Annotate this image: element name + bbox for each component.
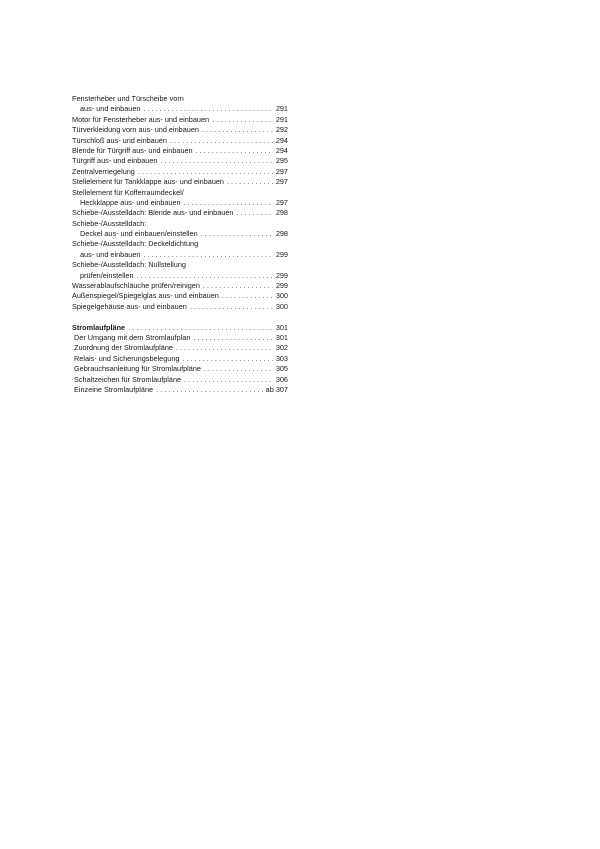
toc-entry-page: 292 <box>275 125 288 135</box>
toc-entry-page: 295 <box>275 156 288 166</box>
toc-entry-text: Heckklappe aus- und einbauen <box>80 197 181 207</box>
dot-leader <box>157 156 272 166</box>
dot-leader <box>179 354 272 364</box>
dot-leader <box>134 271 273 281</box>
toc-entry-text: Der Umgang mit dem Stromlaufplan <box>74 332 191 342</box>
dot-leader <box>140 104 272 114</box>
toc-entry-text: Relais- und Sicherungsbelegung <box>74 353 180 363</box>
toc-entry-page: 298 <box>275 229 288 239</box>
toc-section-body <box>72 94 288 312</box>
toc-entry[interactable] <box>72 146 288 156</box>
dot-leader <box>181 375 273 385</box>
toc-entry-text: Schiebe-/Ausstelldach: Blende aus- und einbauen <box>72 208 234 218</box>
toc-entry[interactable] <box>72 136 288 146</box>
toc-entry-text: Schaltzeichen für Stromlaufpläne <box>74 374 182 384</box>
toc-entry[interactable] <box>72 260 288 270</box>
toc-entry[interactable] <box>72 177 288 187</box>
toc-entry-page: 303 <box>275 353 288 363</box>
toc-entry-text: Zentralverriegelung <box>72 166 135 176</box>
toc-entry-text: Wasserablaufschläuche prüfen/reinigen <box>72 281 200 291</box>
dot-leader <box>198 229 273 239</box>
toc-entry[interactable] <box>74 333 288 343</box>
toc-entry-text: Schiebe-/Ausstelldach: Deckeldichtung <box>72 239 199 249</box>
table-of-contents <box>72 94 288 395</box>
dot-leader <box>173 343 273 353</box>
toc-entry[interactable] <box>74 375 288 385</box>
toc-entry[interactable] <box>72 281 288 291</box>
toc-section-stromlaufplaene <box>72 323 288 396</box>
toc-entry-text: aus- und einbauen <box>80 104 141 114</box>
toc-entry-text: Türgriff aus- und einbauen <box>72 156 158 166</box>
dot-leader <box>140 250 272 260</box>
toc-subentries <box>72 333 288 395</box>
toc-entry[interactable] <box>72 94 288 104</box>
toc-entry-text: Deckel aus- und einbauen/einstellen <box>80 229 198 239</box>
toc-entry[interactable] <box>72 271 288 281</box>
toc-entry-page: 291 <box>275 114 288 124</box>
toc-entry-page: 297 <box>275 197 288 207</box>
toc-entry-page: 297 <box>275 166 288 176</box>
toc-entry-page: 298 <box>275 208 288 218</box>
toc-entry-text: Fensterheber und Türscheibe vorn <box>72 94 184 103</box>
dot-leader <box>190 333 272 343</box>
dot-leader <box>125 323 273 333</box>
toc-entry-page: 301 <box>275 332 288 342</box>
toc-entry[interactable] <box>74 343 288 353</box>
toc-entry-text: Außenspiegel/Spiegelglas aus- und einbauen <box>72 291 219 301</box>
dot-leader <box>135 167 273 177</box>
toc-entry[interactable] <box>72 167 288 177</box>
toc-entry-text: Spiegelgehäuse aus- und einbauen <box>72 301 187 311</box>
dot-leader <box>224 177 273 187</box>
toc-entry[interactable] <box>74 364 288 374</box>
section-gap <box>72 312 288 322</box>
toc-entry-text: Türschloß aus- und einbauen <box>72 135 167 145</box>
toc-entry-text: Blende für Türgriff aus- und einbauen <box>72 145 193 155</box>
toc-entry-page: 291 <box>275 104 288 114</box>
toc-entry-page: ab 307 <box>265 384 288 394</box>
toc-entry[interactable] <box>72 239 288 249</box>
dot-leader <box>200 281 273 291</box>
toc-heading-text: Stromlaufpläne <box>72 322 126 332</box>
toc-entry[interactable] <box>72 115 288 125</box>
dot-leader <box>233 208 272 218</box>
toc-entry-text: Zuordnung der Stromlaufpläne <box>74 343 173 353</box>
toc-entry-text: Motor für Fensterheber aus- und einbauen <box>72 114 210 124</box>
toc-entry-text: Stellelement für Tankklappe aus- und einbauen <box>72 177 224 187</box>
toc-entry[interactable] <box>74 385 288 395</box>
toc-entry-page: 300 <box>275 301 288 311</box>
toc-entry-text: Schiebe-/Ausstelldach: Nullstellung <box>72 260 186 270</box>
toc-entry-page: 294 <box>275 135 288 145</box>
toc-entry-page: 294 <box>275 145 288 155</box>
toc-entry-text: Schiebe-/Ausstelldach: <box>72 218 147 228</box>
toc-entry-page: 306 <box>275 374 288 384</box>
toc-entry-page: 300 <box>275 291 288 301</box>
toc-entry[interactable] <box>72 229 288 239</box>
toc-entry[interactable] <box>72 219 288 229</box>
toc-entry-text: Türverkleidung vorn aus- und einbauen <box>72 125 199 135</box>
toc-entry[interactable] <box>72 188 288 198</box>
toc-entry[interactable] <box>72 198 288 208</box>
toc-entry-text: Gebrauchsanleitung für Stromlaufpläne <box>74 364 201 374</box>
toc-entry[interactable] <box>72 291 288 301</box>
toc-entry-page: 297 <box>275 177 288 187</box>
toc-entry-page: 302 <box>275 343 288 353</box>
dot-leader <box>201 364 273 374</box>
dot-leader <box>167 136 273 146</box>
dot-leader <box>153 385 263 395</box>
dot-leader <box>181 198 273 208</box>
dot-leader <box>187 302 273 312</box>
toc-entry-page: 299 <box>275 249 288 259</box>
toc-entry-text: Einzeine Stromlaufpläne <box>74 384 154 394</box>
toc-entry-page: 305 <box>275 364 288 374</box>
dot-leader <box>199 125 273 135</box>
toc-entry[interactable] <box>72 156 288 166</box>
dot-leader <box>209 115 273 125</box>
toc-entry-text: aus- und einbauen <box>80 249 141 259</box>
toc-entry[interactable] <box>72 250 288 260</box>
toc-entry[interactable] <box>72 104 288 114</box>
toc-entry-text: Stellelement für Kofferraumdeckel/ <box>72 187 184 197</box>
toc-entry-page: 299 <box>275 270 288 280</box>
dot-leader <box>219 291 273 301</box>
toc-entry[interactable] <box>72 125 288 135</box>
toc-entry[interactable] <box>72 208 288 218</box>
toc-entry[interactable] <box>72 302 288 312</box>
dot-leader <box>193 146 273 156</box>
toc-heading-page: 301 <box>275 322 288 332</box>
toc-entry-text: prüfen/einstellen <box>80 270 134 280</box>
toc-heading[interactable] <box>72 323 288 333</box>
toc-entry[interactable] <box>74 354 288 364</box>
toc-entry-page: 299 <box>275 281 288 291</box>
